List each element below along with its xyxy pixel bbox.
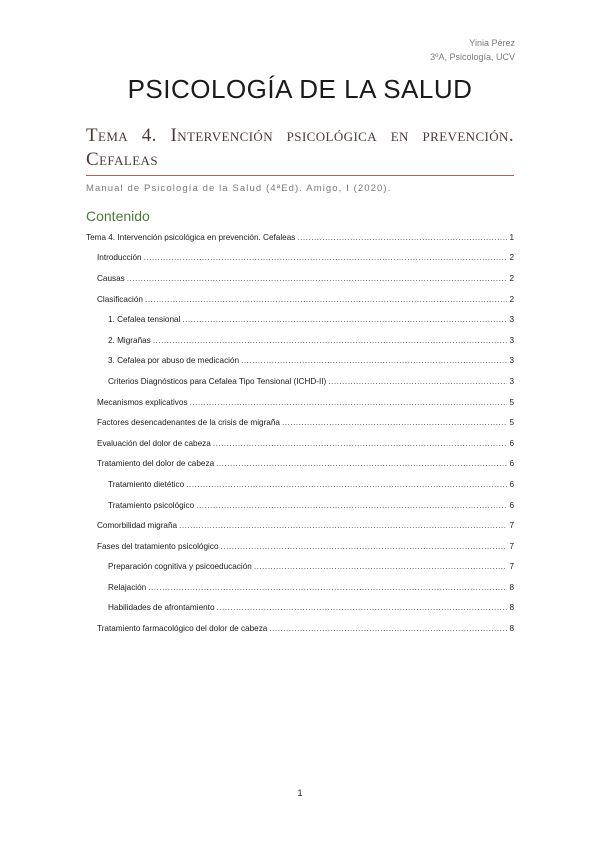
toc-entry[interactable] [86, 474, 514, 495]
toc-entry-page: 8 [509, 582, 514, 592]
toc-entry-page: 3 [509, 335, 514, 345]
toc-entry-label: Clasificación [97, 294, 143, 304]
toc-leader-dots [179, 521, 507, 530]
toc-entry-label: Criterios Diagnósticos para Cefalea Tipo Tensional (ICHD-II) [108, 376, 327, 386]
toc-entry-page: 7 [509, 562, 514, 572]
toc-leader-dots [297, 233, 507, 242]
toc-entry-page: 6 [509, 479, 514, 489]
toc-entry-page: 3 [509, 376, 514, 386]
toc-entry-page: 6 [509, 438, 514, 448]
toc-entry-label: Evaluación del dolor de cabeza [97, 438, 211, 448]
document-title: PSICOLOGÍA DE LA SALUD [127, 74, 473, 104]
course-info: 3ºA, Psicología, UCV [430, 52, 515, 62]
toc-leader-dots [153, 336, 508, 345]
toc-entry-page: 5 [509, 397, 514, 407]
toc-entry[interactable] [86, 618, 514, 639]
toc-leader-dots [241, 356, 507, 365]
toc-entry-label: Tratamiento psicológico [108, 500, 195, 510]
toc-leader-dots [148, 583, 507, 592]
reference-subtitle: Manual de Psicología de la Salud (4ªEd). Amigo, I (2020). [86, 183, 392, 194]
toc-entry[interactable] [86, 289, 514, 310]
toc-entry-label: Habilidades de afrontamiento [108, 603, 215, 613]
toc-entry-label: 2. Migrañas [108, 335, 151, 345]
toc-entry-page: 8 [509, 624, 514, 634]
toc-entry-page: 8 [509, 603, 514, 613]
toc-entry-label: Comorbilidad migraña [97, 521, 178, 531]
toc-leader-dots [328, 377, 507, 386]
toc-entry-label: Fases del tratamiento psicológico [97, 541, 219, 551]
toc-entry[interactable] [86, 309, 514, 330]
toc-entry-page: 6 [509, 500, 514, 510]
toc-leader-dots [190, 398, 508, 407]
toc-entry[interactable] [86, 433, 514, 454]
document-header [430, 36, 515, 64]
toc-entry-page: 6 [509, 459, 514, 469]
toc-entry[interactable] [86, 536, 514, 557]
toc-leader-dots [217, 603, 508, 612]
toc-entry-label: Introducción [97, 253, 142, 263]
author-name: Yinia Pérez [469, 38, 515, 48]
toc-entry-label: Factores desencadenantes de la crisis de migraña [97, 418, 280, 428]
toc-leader-dots [127, 274, 508, 283]
toc-entry[interactable] [86, 392, 514, 413]
toc-leader-dots [221, 542, 508, 551]
toc-entry[interactable] [86, 454, 514, 475]
toc-leader-dots [186, 480, 507, 489]
toc-entry[interactable] [86, 515, 514, 536]
toc-entry-page: 5 [509, 418, 514, 428]
table-of-contents [86, 227, 514, 639]
toc-entry[interactable] [86, 268, 514, 289]
toc-leader-dots [213, 439, 508, 448]
toc-entry[interactable] [86, 577, 514, 598]
page-number: 1 [297, 788, 303, 798]
toc-entry-label: Tratamiento farmacológico del dolor de cabeza [97, 624, 268, 634]
toc-entry[interactable] [86, 598, 514, 619]
toc-entry-label: Tratamiento del dolor de cabeza [97, 459, 215, 469]
tema-title: Tema 4. Intervención psicológica en prevención. Cefaleas [86, 125, 514, 170]
toc-leader-dots [269, 624, 507, 633]
toc-entry[interactable] [86, 351, 514, 372]
toc-entry[interactable] [86, 495, 514, 516]
toc-heading: Contenido [86, 208, 150, 224]
toc-entry-label: 1. Cefalea tensional [108, 315, 181, 325]
toc-entry[interactable] [86, 412, 514, 433]
toc-entry-label: Tema 4. Intervención psicológica en prevención. Cefaleas [86, 232, 296, 242]
toc-entry-label: Relajación [108, 582, 147, 592]
toc-entry[interactable] [86, 227, 514, 248]
toc-entry[interactable] [86, 248, 514, 269]
toc-entry[interactable] [86, 371, 514, 392]
toc-entry[interactable] [86, 330, 514, 351]
toc-leader-dots [282, 418, 507, 427]
title-divider [86, 175, 514, 176]
toc-entry-label: 3. Cefalea por abuso de medicación [108, 356, 240, 366]
toc-entry-label: Tratamiento dietético [108, 479, 185, 489]
toc-entry-page: 2 [509, 253, 514, 263]
toc-entry-page: 1 [509, 232, 514, 242]
toc-entry-label: Mecanismos explicativos [97, 397, 188, 407]
toc-leader-dots [196, 501, 507, 510]
toc-entry-page: 2 [509, 294, 514, 304]
toc-entry-page: 3 [509, 315, 514, 325]
toc-entry-page: 3 [509, 356, 514, 366]
toc-leader-dots [254, 562, 508, 571]
toc-leader-dots [144, 253, 508, 262]
toc-entry-label: Preparación cognitiva y psicoeducación [108, 562, 252, 572]
toc-entry-page: 7 [509, 521, 514, 531]
toc-entry[interactable] [86, 557, 514, 578]
toc-leader-dots [145, 295, 507, 304]
toc-entry-label: Causas [97, 273, 125, 283]
toc-leader-dots [182, 315, 507, 324]
toc-leader-dots [216, 459, 507, 468]
toc-entry-page: 7 [509, 541, 514, 551]
toc-entry-page: 2 [509, 273, 514, 283]
